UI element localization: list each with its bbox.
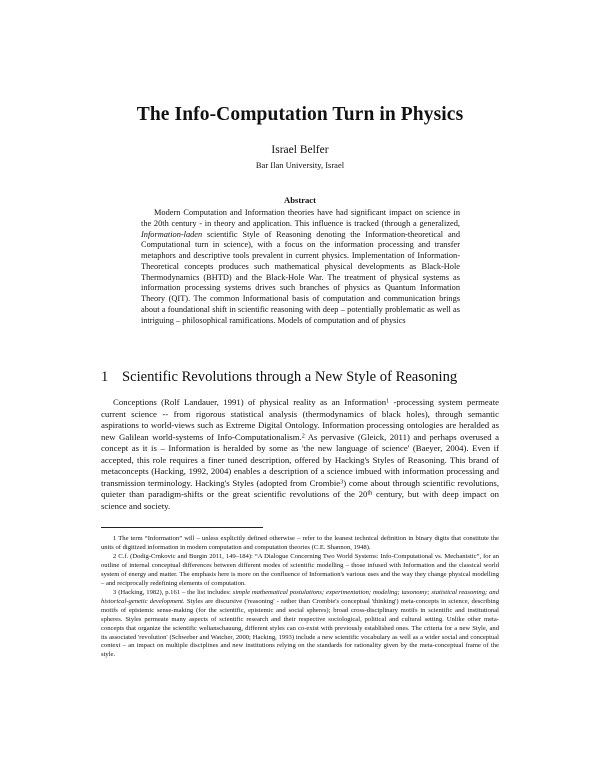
footnote-ref-2[interactable]: 2 [301,432,305,439]
section-heading [101,369,521,386]
body-paragraph: Conceptions (Rolf Landauer, 1991) of physical reality as an Information$^1$ -processing system permeate current science -- from rigorous statistical analysis (thermodynamics of black holes), through semantic aspirations to world-views such as Extreme Digital Ontology. Information processing ontologies are heralded as new Galilean world-systems of Info-Computationalism.$^2$ As pervasive (Gleick, 2011) and perhaps overused a concept as it is – Information is heralded by some as 'the new language of science' (Baeyer, 2004). Even if accepted, this role requires a finer tuned description, offered by Hacking's Styles of Reasoning. This brand of metaconcepts (Hacking, 1992, 2004) enables a description of a science imbued with information processing and transmission terminology. Hacking's Styles (adopted from Crombie$^3$) come about through scientific revolutions, quieter than paradigm-shifts or the great scientific revolutions of the 20th century, but with deep impact on science and society. [101,397,500,511]
abstract-text: Modern Computation and Information theories have had significant impact on science in the 20th century - in theory and application. This influence is tracked (through a generalized, Information-laden scientific Style of Reasoning denoting the Information-theoretical and Computational turn in science), with a focus on the information processing and transfer metaphors and descriptive tools prevalent in current physics. Implementation of Information-Theoretical concepts produces such mathematical physical developments as Black-Hole Thermodynamics (BHTD) and the Black-Hole War. The treatment of physical systems as information processing systems drives such branches of physics as Quantum Information Theory (QIT). The common Informational basis of computation and communication brings about a foundational shift in scientific reasoning with deep – potentially problematic as well as intriguing – philosophical ramifications. Models of computation and of physics [141,208,460,325]
section-title: Scientific Revolutions through a New Style of Reasoning [122,369,458,385]
author-affiliation: Bar Ilan University, Israel [255,160,345,170]
author-name: Israel Belfer [271,144,329,156]
footnote-3: 3 (Hacking, 1982), p.161 – the list includes: simple mathematical postulations; experimentation; modeling; taxonomy; statistical reasoning; and historical-genetic development. Styles are discursive ('reasoning' - rather than Crombie's conceptual 'thinking') meta-concepts in science, describing motifs of epistemic sense-making (for the scientific, epistemic and social spheres); broad cross-disciplinary motifs in scientific and institutional spheres. Styles permeate many aspects of scientific research and their respective sociological, political and cultural setting. Unlike other meta-concepts that organize the scientific weltanschauung, different styles can co-exist with previously established ones. The criteria for a new Style, and its associated 'revolution' (Schweber and Watcher, 2000; Hacking, 1993) include a new scientific vocabulary as well as a wider social and conceptual context – an impact on multiple disciplines and new institutions relying on the standards for rationality given by the meta-conceptual frame of the style. [101,589,499,659]
footnote-divider [101,527,263,528]
paper-title: The Info-Computation Turn in Physics [136,104,464,125]
footnote-1: 1 The term “Information” will – unless explicitly defined otherwise – refer to the leanest technical definition in binary digits that constitute the units of digitized information in modern computation and computation theories (C.E. Shannon, 1948). [101,535,499,551]
footnote-ref-3[interactable]: 3 [340,479,344,486]
section-number: 1 [101,369,109,385]
footnote-2: 2 C.f. (Dodig-Crnkovic and Burgin 2011, 149–184): “A Dialogue Concerning Two World Systems: Info-Computational vs. Mechanistic”, for an outline of internal conceptual differences between different modes of scientific modelling – those infused with Information and the classical world system of energy and matter. The emphasis here is more on the confluence of Information's various uses and the way they change physical modelling – and reciprocally redefining elements of computation. [101,553,499,587]
footnote-ref-1[interactable]: 1 [386,398,390,405]
abstract-heading: Abstract [284,195,316,205]
